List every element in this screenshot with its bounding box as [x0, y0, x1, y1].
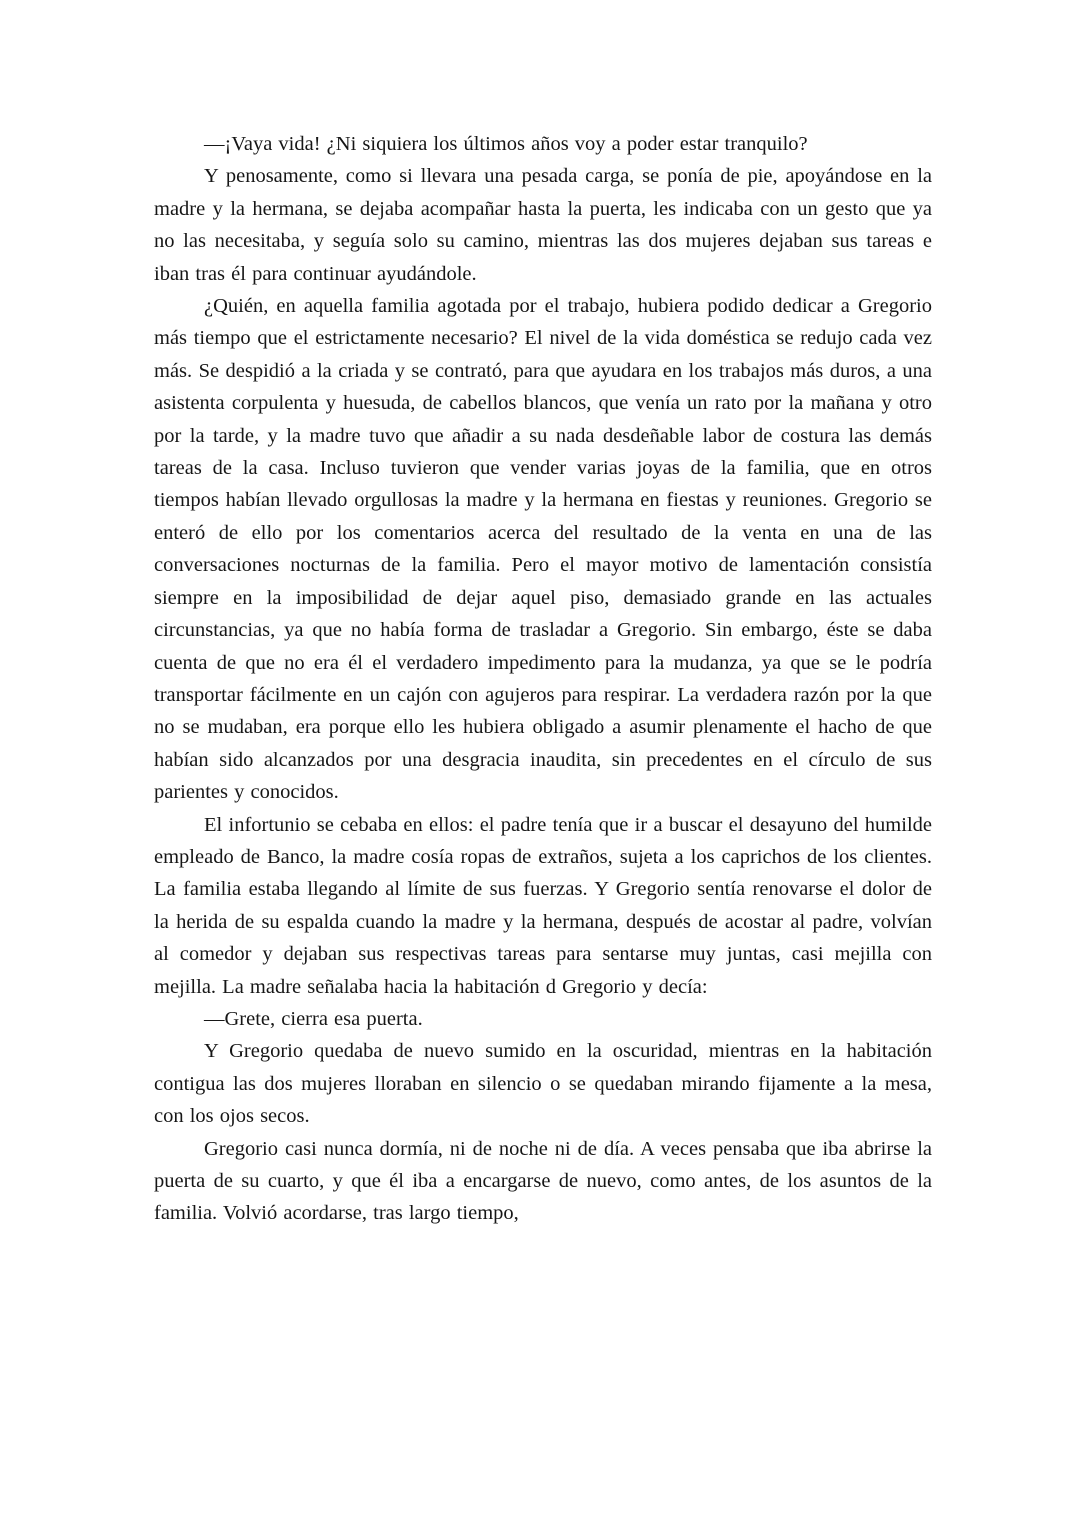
paragraph: Y penosamente, como si llevara una pesada carga, se ponía de pie, apoyándose en la madre y la hermana, se dejaba acompañar hasta la puerta, les indicaba con un gesto que ya no las necesitaba, y seguía solo su camino, mientras las dos mujeres dejaban sus tareas e iban tras él para continuar ayudándole. — [154, 165, 932, 285]
paragraph-dialogue: —¡Vaya vida! ¿Ni siquiera los últimos años voy a poder estar tranquilo? — [204, 133, 808, 155]
paragraph: El infortunio se cebaba en ellos: el padre tenía que ir a buscar el desayuno del humilde empleado de Banco, la madre cosía ropas de extraños, sujeta a los caprichos de los clientes. La familia estaba llegando al límite de sus fuerzas. Y Gregorio sentía renovarse el dolor de la herida de su espalda cuando la madre y la hermana, después de acostar al padre, volvían al comedor y dejaban sus respectivas tareas para sentarse muy juntas, casi mejilla con mejilla. La madre señalaba hacia la habitación d Gregorio y decía: — [154, 813, 932, 998]
paragraph: Gregorio casi nunca dormía, ni de noche ni de día. A veces pensaba que iba abrirse la puerta de su cuarto, y que él iba a encargarse de nuevo, como antes, de los asuntos de la familia. Volvió acordarse, tras largo tiempo, — [154, 1137, 932, 1225]
page-text-block — [154, 128, 932, 1230]
paragraph: Y Gregorio quedaba de nuevo sumido en la oscuridad, mientras en la habitación contigua las dos mujeres lloraban en silencio o se quedaban mirando fijamente a la mesa, con los ojos secos. — [154, 1040, 932, 1128]
paragraph-dialogue: —Grete, cierra esa puerta. — [204, 1007, 423, 1030]
paragraph: ¿Quién, en aquella familia agotada por el trabajo, hubiera podido dedicar a Gregorio más tiempo que el estrictamente necesario? El nivel de la vida doméstica se redujo cada vez más. Se despidió a la criada y se contrató, para que ayudara en los trabajos más duros, a una asistenta corpulenta y huesuda, de cabellos blancos, que venía un rato por la mañana y otro por la tarde, y la madre tuvo que añadir a su nada desdeñable labor de costura las demás tareas de la casa. Incluso tuvieron que vender varias joyas de la familia, que en otros tiempos habían llevado orgullosas la madre y la hermana en fiestas y reuniones. Gregorio se enteró de ello por los comentarios acerca del resultado de la venta en una de las conversaciones nocturnas de la familia. Pero el mayor motivo de lamentación consistía siempre en la imposibilidad de dejar aquel piso, demasiado grande en las actuales circunstancias, ya que no había forma de trasladar a Gregorio. Sin embargo, éste se daba cuenta de que no era él el verdadero impedimento para la mudanza, ya que se le podría transportar fácilmente en un cajón con agujeros para respirar. La verdadera razón por la que no se mudaban, era porque ello les hubiera obligado a asumir plenamente el hacho de que habían sido alcanzados por una desgracia inaudita, sin precedentes en el círculo de sus parientes y conocidos. — [154, 295, 932, 804]
